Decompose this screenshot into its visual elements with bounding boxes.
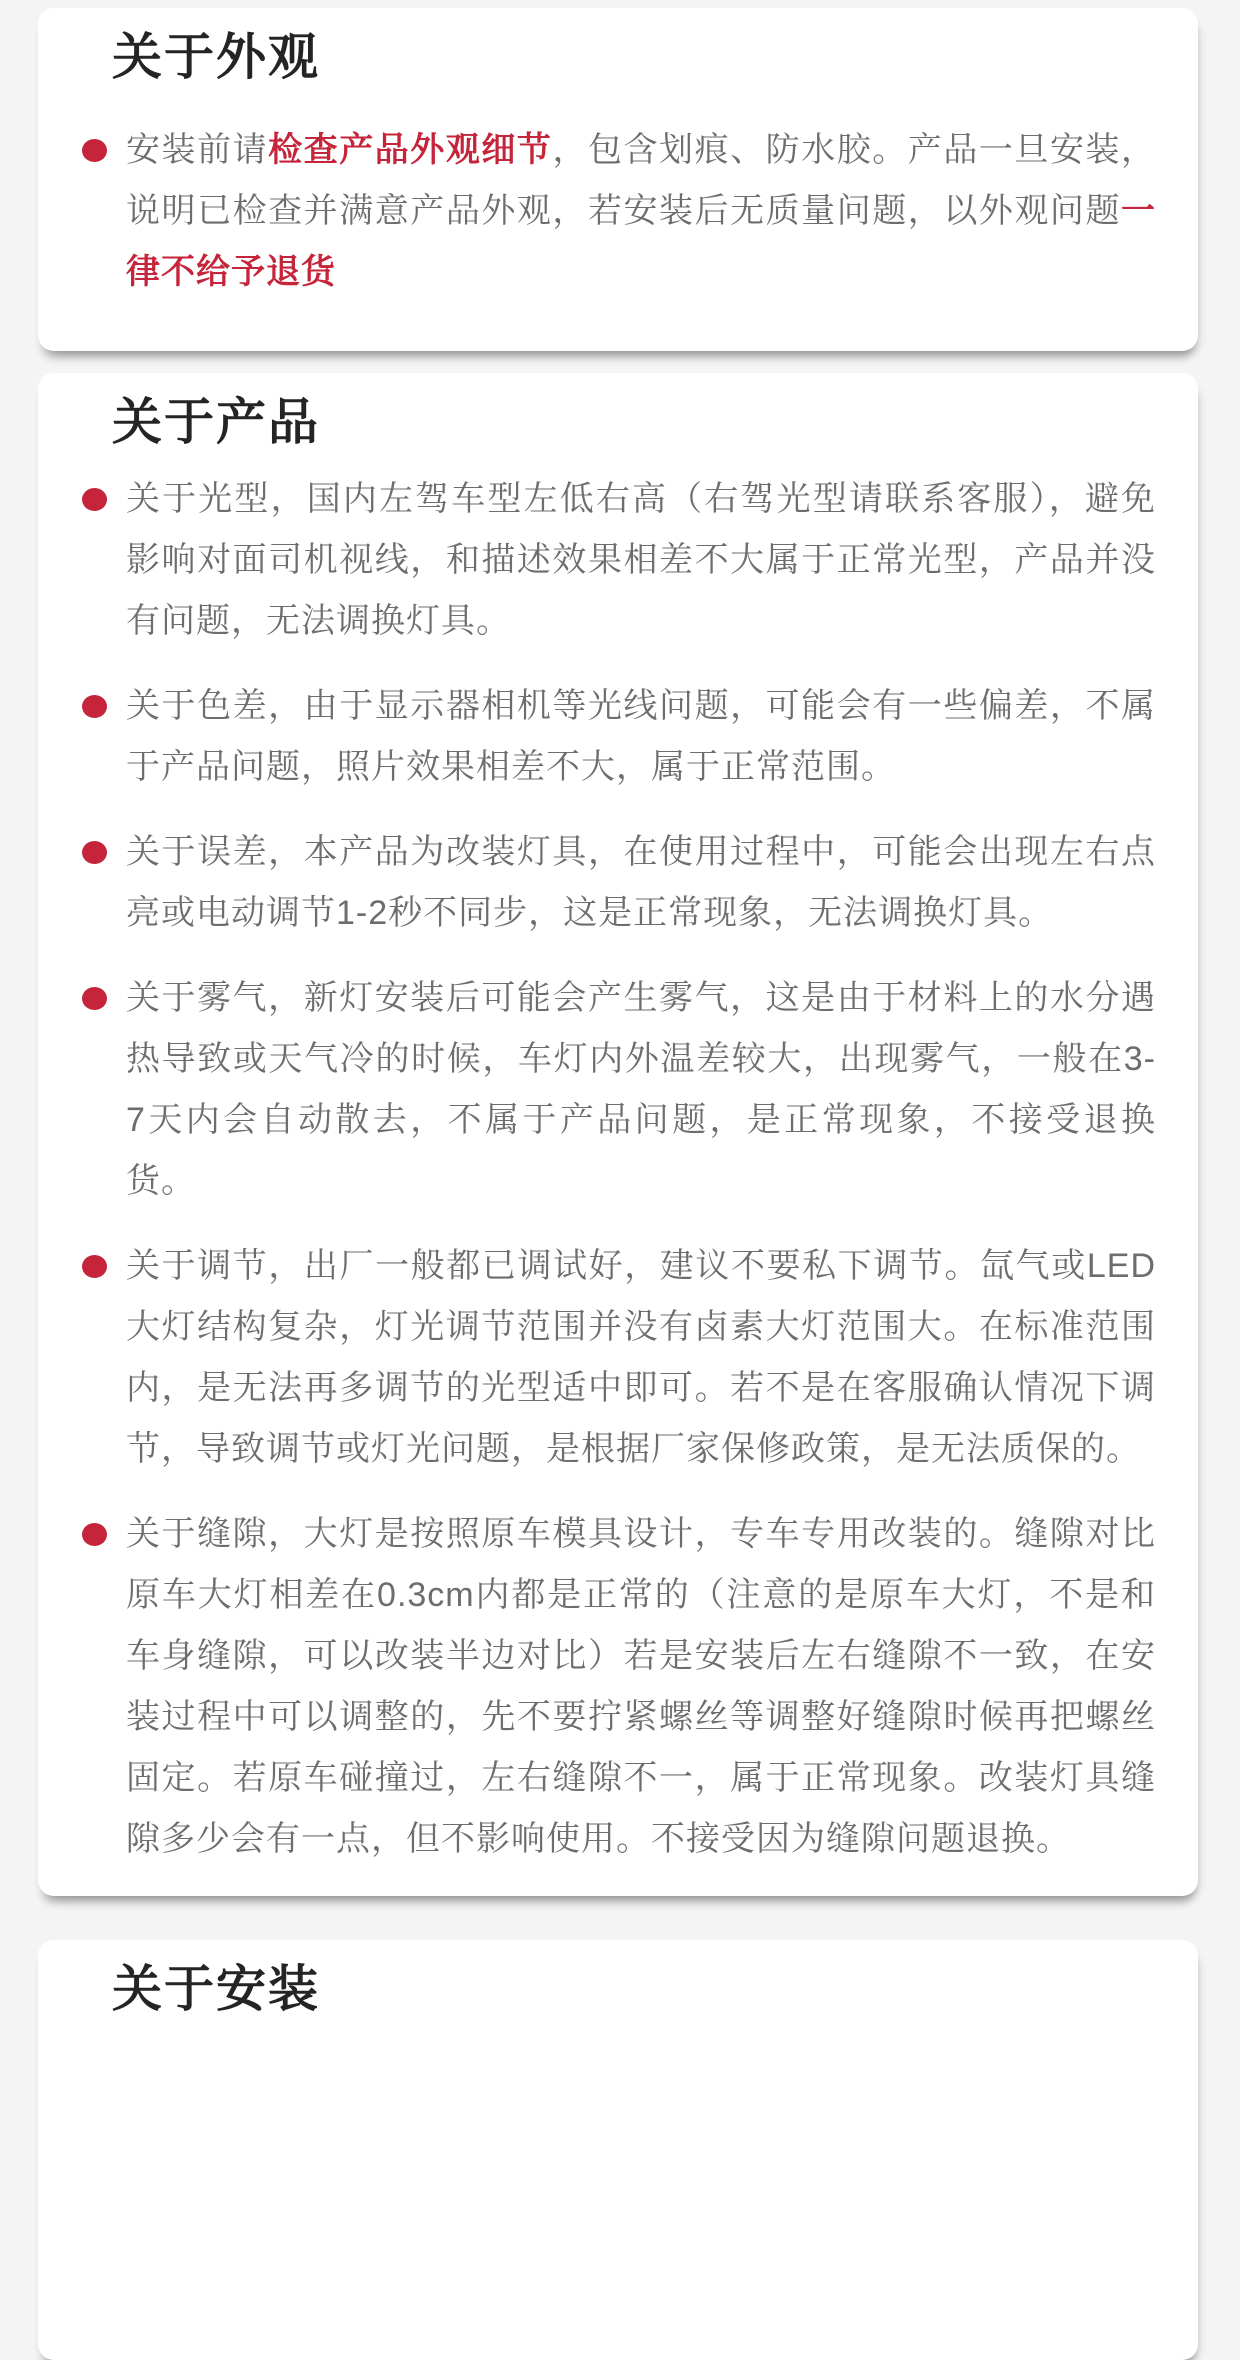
- bullet-icon: [82, 841, 107, 864]
- list-item: [82, 120, 1156, 303]
- product-disclaimer-page: [0, 8, 1240, 2017]
- body-text: 关于雾气，新灯安装后可能会产生雾气，这是由于材料上的水分遇热导致或天气冷的时候，车灯内外温差较大，出现雾气，一般在3-7天内会自动散去，不属于产品问题，是正常现象，不接受退换货。: [126, 979, 1156, 1200]
- product-bullet-list: [82, 469, 1156, 1870]
- card-about-product: [38, 373, 1198, 1896]
- body-text: 关于缝隙，大灯是按照原车模具设计，专车专用改装的。缝隙对比原车大灯相差在0.3cm内都是正常的（注意的是原车大灯，不是和车身缝隙，可以改装半边对比）若是安装后左右缝隙不一致，在安装过程中可以调整的，先不要拧紧螺丝等调整好缝隙时候再把螺丝固定。若原车碰撞过，左右缝隙不一，属于正常现象。改装灯具缝隙多少会有一点，但不影响使用。不接受因为缝隙问题退换。: [126, 1515, 1156, 1858]
- body-text: 关于色差，由于显示器相机等光线问题，可能会有一些偏差，不属于产品问题，照片效果相差不大，属于正常范围。: [126, 687, 1156, 786]
- list-item: [82, 676, 1156, 798]
- list-item: [82, 1504, 1156, 1870]
- section-title-product: 关于产品: [112, 394, 320, 450]
- body-text: 关于误差，本产品为改装灯具，在使用过程中，可能会出现左右点亮或电动调节1-2秒不同步，这是正常现象，无法调换灯具。: [126, 833, 1156, 932]
- bullet-icon: [82, 1255, 107, 1278]
- body-text: 关于调节，出厂一般都已调试好，建议不要私下调节。氙气或LED大灯结构复杂，灯光调节范围并没有卤素大灯范围大。在标准范围内，是无法再多调节的光型适中即可。若不是在客服确认情况下调节，导致调节或灯光问题，是根据厂家保修政策，是无法质保的。: [126, 1247, 1156, 1468]
- bullet-icon: [82, 139, 107, 162]
- card-about-installation: [38, 1940, 1198, 2360]
- bullet-icon: [82, 695, 107, 718]
- list-item: [82, 1236, 1156, 1480]
- list-item: [82, 968, 1156, 1212]
- appearance-bullet-list: [82, 120, 1156, 303]
- bullet-icon: [82, 488, 107, 511]
- section-title-installation: 关于安装: [112, 1961, 320, 2017]
- section-title-appearance: 关于外观: [112, 29, 320, 85]
- highlight-text: 一律不给予退货: [126, 192, 1156, 291]
- body-text: 关于光型，国内左驾车型左低右高（右驾光型请联系客服），避免影响对面司机视线，和描述效果相差不大属于正常光型，产品并没有问题，无法调换灯具。: [126, 480, 1156, 640]
- bullet-icon: [82, 1523, 107, 1546]
- list-item: [82, 822, 1156, 944]
- bullet-icon: [82, 987, 107, 1010]
- card-about-appearance: [38, 8, 1198, 351]
- body-text: ，包含划痕、防水胶。产品一旦安装，说明已检查并满意产品外观，若安装后无质量问题，以外观问题: [126, 131, 1157, 230]
- body-text: 安装前请: [126, 131, 269, 169]
- highlight-text: 检查产品外观细节: [268, 131, 553, 169]
- list-item: [82, 469, 1156, 652]
